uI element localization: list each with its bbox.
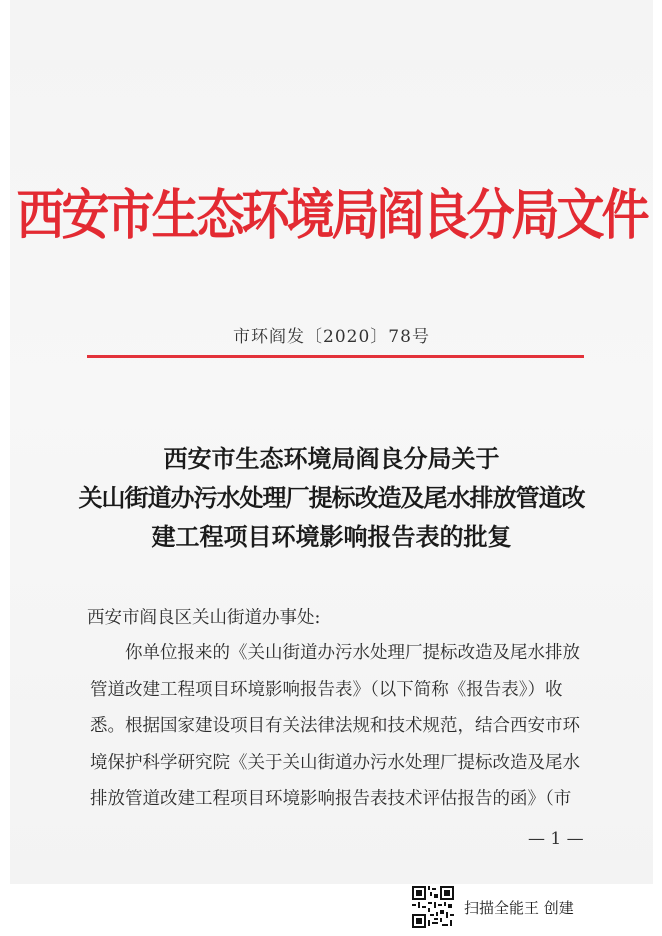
watermark-text: 扫描全能王 创建 xyxy=(464,898,574,917)
title-line-3: 建工程项目环境影响报告表的批复 xyxy=(151,523,512,551)
paragraph-line: 悉。根据国家建设项目有关法律法规和技术规范，结合西安市环 xyxy=(90,716,580,736)
paragraph-line: 排放管道改建工程项目环境影响报告表技术评估报告的函》（市 xyxy=(90,789,572,809)
page-number: — 1 — xyxy=(528,829,584,849)
scanner-watermark xyxy=(412,884,574,930)
masthead-title: 西安市生态环境局阎良分局文件 xyxy=(16,184,647,247)
document-page xyxy=(10,0,653,884)
red-divider-line xyxy=(87,355,584,358)
title-line-1: 西安市生态环境局阎良分局关于 xyxy=(163,445,500,473)
qr-code-icon xyxy=(412,886,454,928)
document-number: 市环阎发〔2020〕78号 xyxy=(233,327,430,347)
addressee: 西安市阎良区关山街道办事处: xyxy=(87,608,321,628)
paragraph-line: 你单位报来的《关山街道办污水处理厂提标改造及尾水排放 xyxy=(125,643,580,663)
body-paragraph xyxy=(90,641,618,824)
paragraph-line: 境保护科学研究院《关于关山街道办污水处理厂提标改造及尾水 xyxy=(90,752,580,773)
title-line-2: 关山街道办污水处理厂提标改造及尾水排放管道改 xyxy=(78,484,585,512)
paragraph-line: 管道改建工程项目环境影响报告表》（以下简称《报告表》）收 xyxy=(90,679,563,700)
